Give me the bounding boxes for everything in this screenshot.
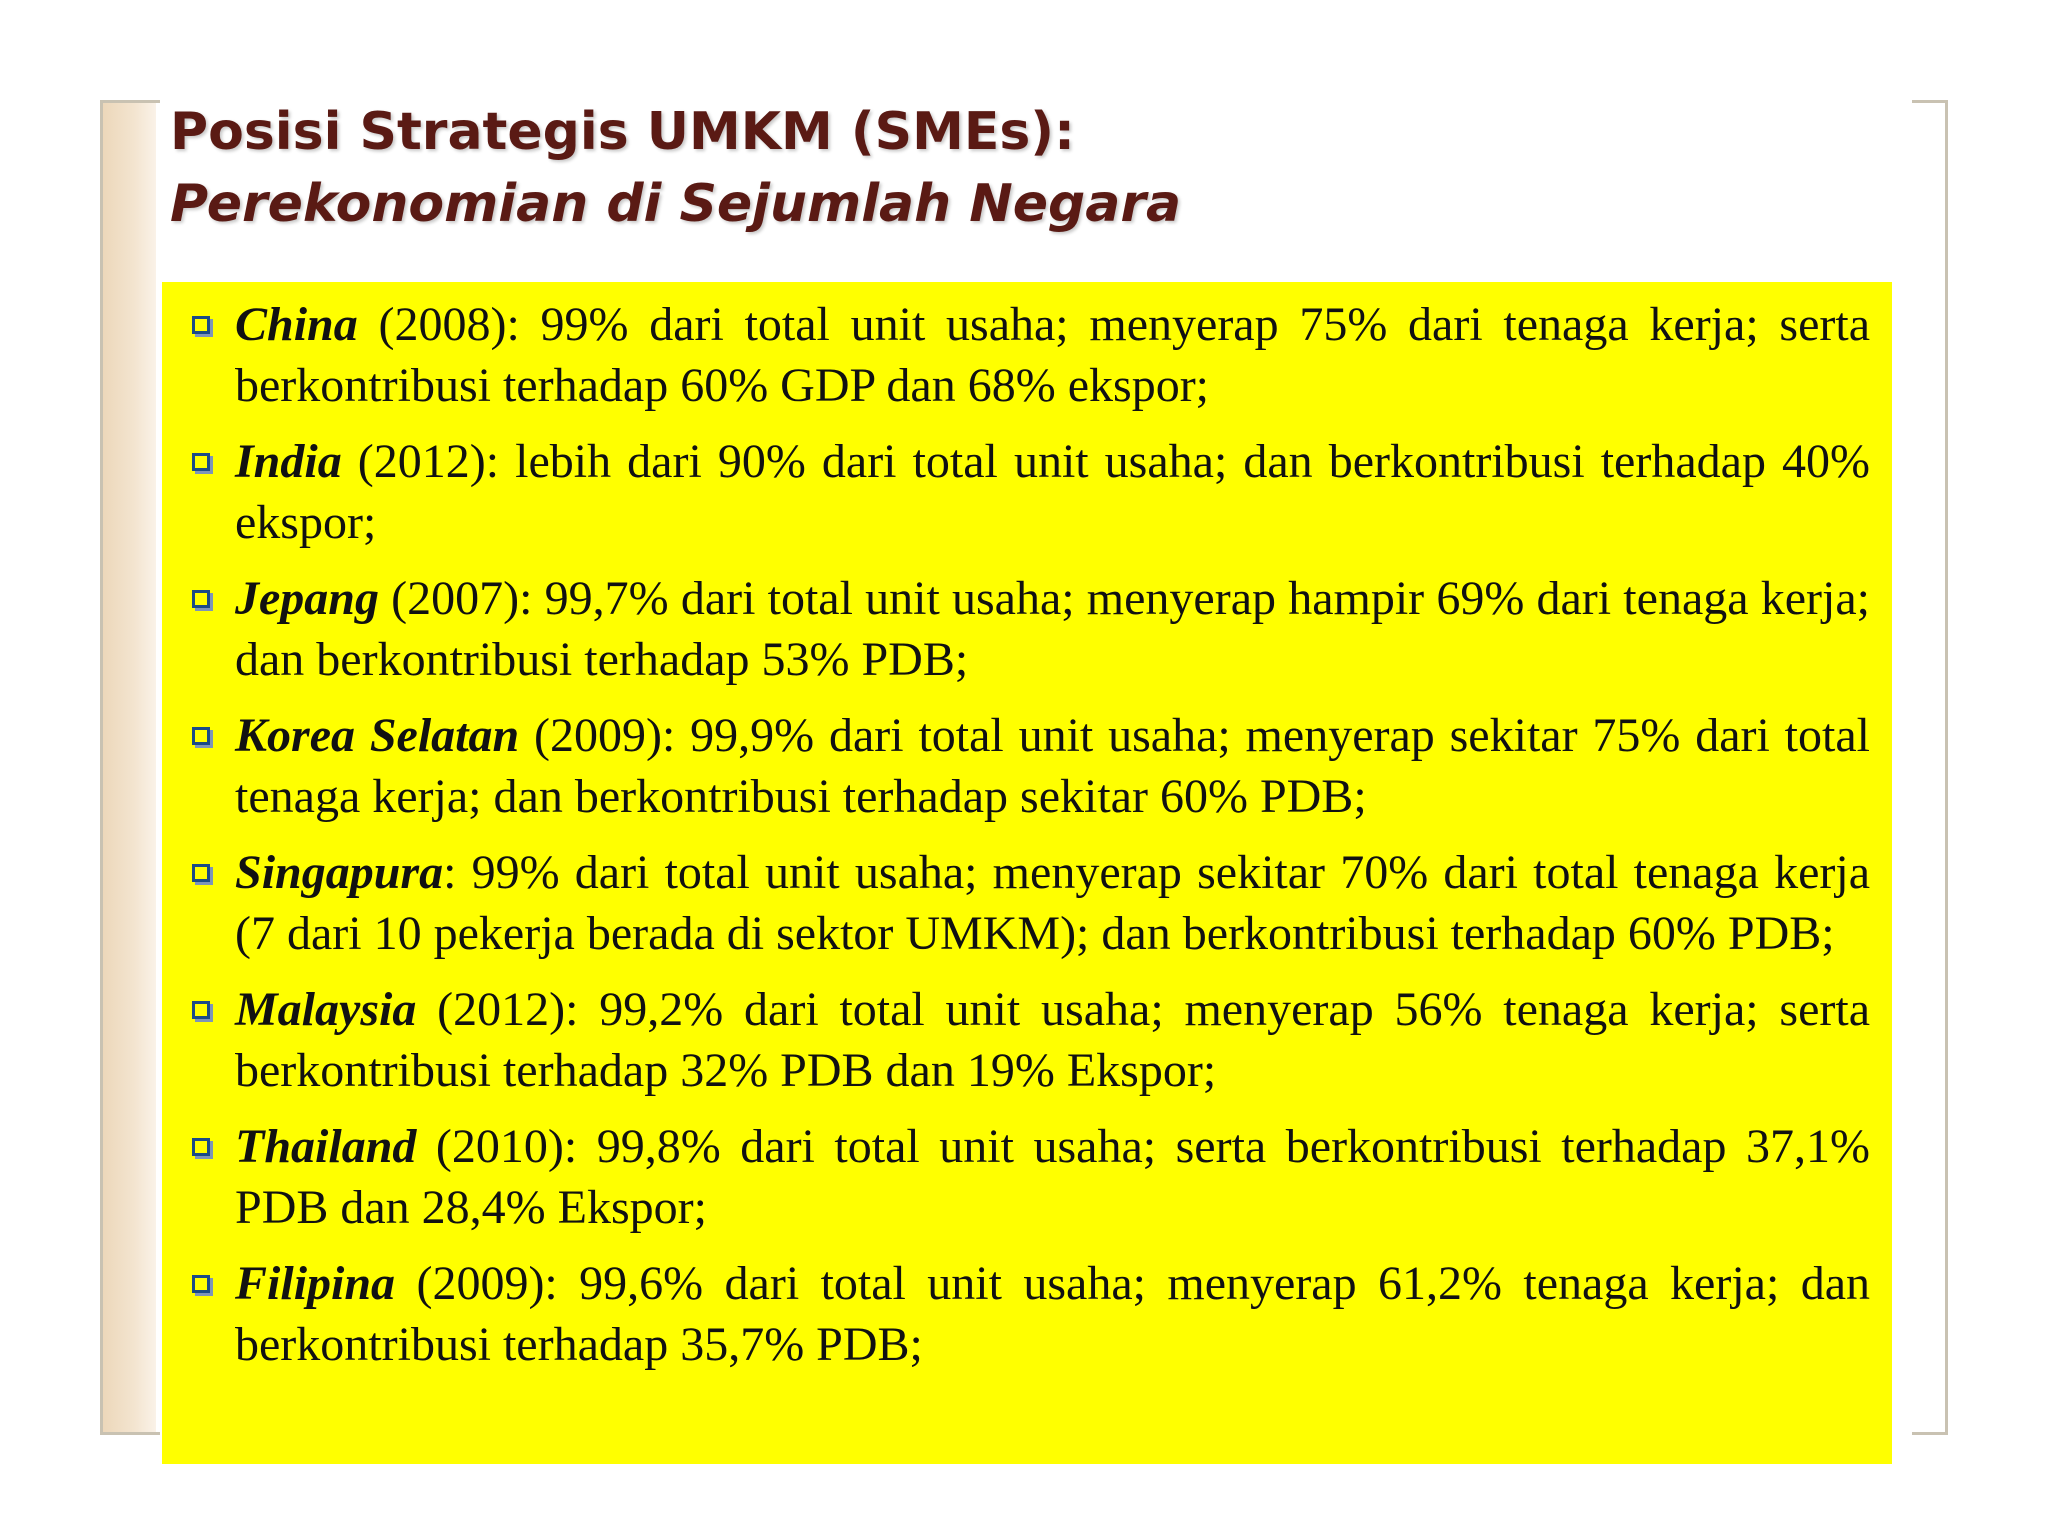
square-bullet-icon [192, 453, 210, 471]
list-item-china [182, 294, 1870, 416]
list-item-singapura [182, 842, 1870, 964]
item-text: (2007): 99,7% dari total unit usaha; menyerap hampir 69% dari tenaga kerja; dan berkontribusi terhadap 53% PDB; [235, 572, 1870, 686]
list-item-korea-selatan [182, 705, 1870, 827]
highlighted-content-box [162, 282, 1892, 1464]
square-bullet-icon [192, 864, 210, 882]
item-text: (2008): 99% dari total unit usaha; menyerap 75% dari tenaga kerja; serta berkontribusi terhadap 60% GDP dan 68% ekspor; [235, 298, 1870, 412]
slide-title [170, 96, 1870, 240]
country-name: Jepang [235, 572, 379, 625]
left-frame-bracket [100, 100, 160, 1435]
country-name: Thailand [235, 1120, 417, 1173]
item-text: (2009): 99,6% dari total unit usaha; menyerap 61,2% tenaga kerja; dan berkontribusi terhadap 35,7% PDB; [235, 1257, 1870, 1371]
square-bullet-icon [192, 1275, 210, 1293]
list-item-malaysia [182, 979, 1870, 1101]
title-line-1: Posisi Strategis UMKM (SMEs): [170, 102, 1075, 162]
square-bullet-icon [192, 1001, 210, 1019]
square-bullet-icon [192, 590, 210, 608]
title-line-2: Perekonomian di Sejumlah Negara [170, 174, 1182, 234]
country-name: Singapura [235, 846, 444, 899]
country-name: Malaysia [235, 983, 417, 1036]
list-item-filipina [182, 1253, 1870, 1375]
list-item-jepang [182, 568, 1870, 690]
list-item-india [182, 431, 1870, 553]
country-name: India [235, 435, 342, 488]
country-name: Korea Selatan [235, 709, 520, 762]
item-text: (2009): 99,9% dari total unit usaha; menyerap sekitar 75% dari total tenaga kerja; dan berkontribusi terhadap sekitar 60% PDB; [235, 709, 1870, 823]
square-bullet-icon [192, 727, 210, 745]
item-text: : 99% dari total unit usaha; menyerap sekitar 70% dari total tenaga kerja (7 dari 10 pekerja berada di sektor UMKM); dan berkontribusi terhadap 60% PDB; [235, 846, 1870, 960]
right-frame-bracket [1912, 100, 1948, 1435]
square-bullet-icon [192, 1138, 210, 1156]
item-text: (2012): 99,2% dari total unit usaha; menyerap 56% tenaga kerja; serta berkontribusi terhadap 32% PDB dan 19% Ekspor; [235, 983, 1870, 1097]
square-bullet-icon [192, 316, 210, 334]
country-name: China [235, 298, 358, 351]
list-item-thailand [182, 1116, 1870, 1238]
item-text: (2010): 99,8% dari total unit usaha; serta berkontribusi terhadap 37,1% PDB dan 28,4% Ekspor; [235, 1120, 1870, 1234]
country-name: Filipina [235, 1257, 396, 1310]
item-text: (2012): lebih dari 90% dari total unit usaha; dan berkontribusi terhadap 40% ekspor; [235, 435, 1870, 549]
